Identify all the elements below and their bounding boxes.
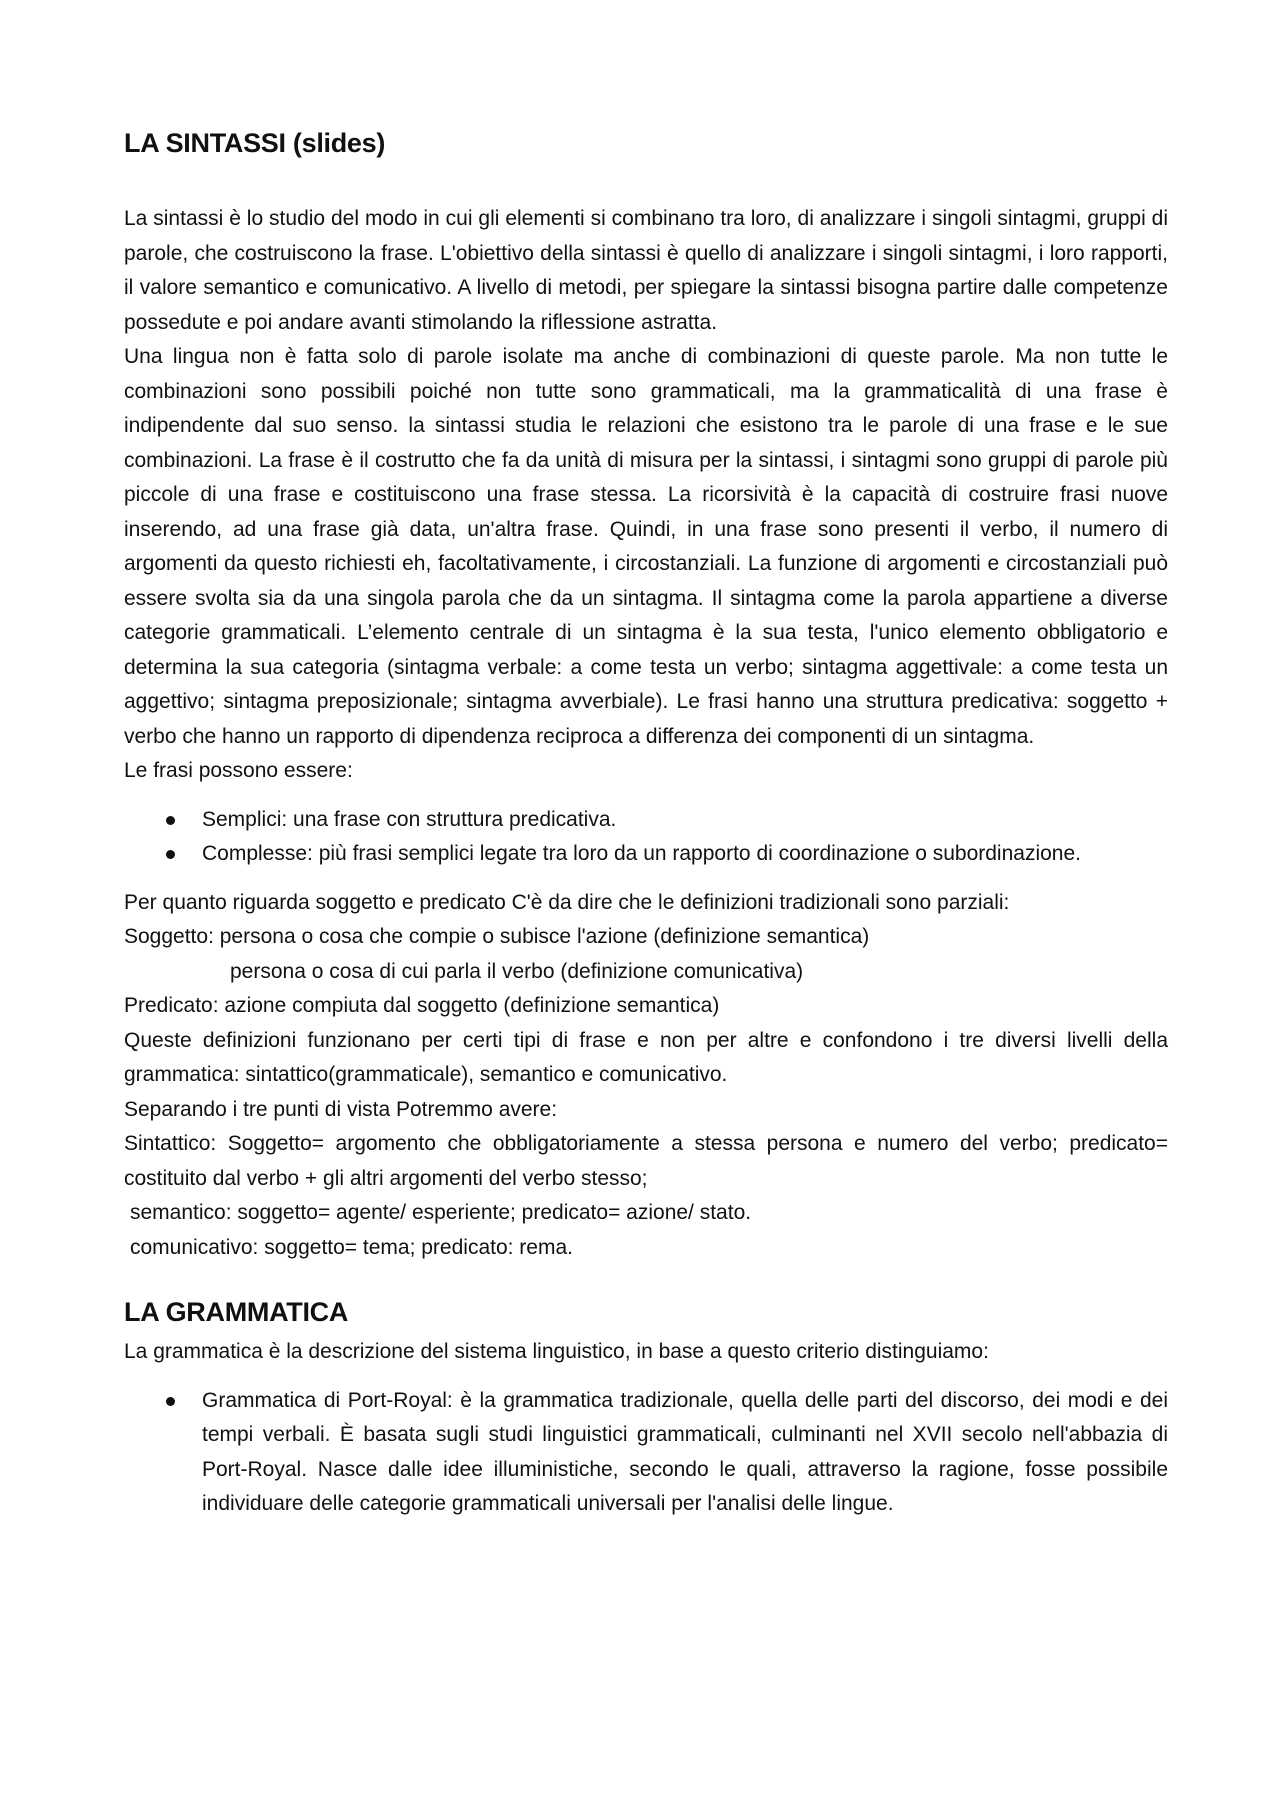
list-item: Complesse: più frasi semplici legate tra loro da un rapporto di coordinazione o subordinazione. xyxy=(124,837,1168,872)
line-separando: Separando i tre punti di vista Potremmo avere: xyxy=(124,1097,558,1121)
levels-block xyxy=(124,1196,1168,1265)
line-soggetto-semantica: Soggetto: persona o cosa che compie o subisce l'azione (definizione semantica) xyxy=(124,925,870,948)
list-item: Semplici: una frase con struttura predicativa. xyxy=(124,803,1168,838)
paragraph-grammatica-intro: La grammatica è la descrizione del sistema linguistico, in base a questo criterio distinguiamo: xyxy=(124,1340,989,1363)
section-title-grammatica: LA GRAMMATICA xyxy=(124,1297,349,1327)
list-intro-frasi: Le frasi possono essere: xyxy=(124,759,353,782)
bullet-list-frasi xyxy=(124,803,1168,872)
paragraph-sintassi-definition: La sintassi è lo studio del modo in cui gli elementi si combinano tra loro, di analizzare i singoli sintagmi, gruppi di parole, che costruiscono la frase. L'obiettivo della sintassi è quello di analizzare i singoli sintagmi, i loro rapporti, il valore semantico e comunicativo. A livello di metodi, per spiegare la sintassi bisogna partire dalle competenze possedute e poi andare avanti stimolando la riflessione astratta. xyxy=(124,207,1168,334)
line-predicato-semantica: Predicato: azione compiuta dal soggetto (definizione semantica) xyxy=(124,994,720,1017)
paragraph-definizioni-limiti: Queste definizioni funzionano per certi tipi di frase e non per altre e confondono i tre diversi livelli della grammatica: sintattico(grammaticale), semantico e comunicativo. xyxy=(124,1028,1168,1086)
paragraph-lingua-combinazioni: Una lingua non è fatta solo di parole isolate ma anche di combinazioni di queste parole. Ma non tutte le combinazioni sono possibili poiché non tutte sono grammaticali, ma la grammaticalità di una frase è indipendente dal suo senso. la sintassi studia le relazioni che esistono tra le parole di una frase e le sue combinazioni. La frase è il costrutto che fa da unità di misura per la sintassi, i sintagmi sono gruppi di parole più piccole di una frase e costituiscono una frase stessa. La ricorsività è la capacità di costruire frasi nuove inserendo, ad una frase già data, un'altra frase. Quindi, in una frase sono presenti il verbo, il numero di argomenti da questo richiesti eh, facoltativamente, i circostanziali. La funzione di argomenti e circostanziali può essere svolta sia da una singola parola che da un sintagma. Il sintagma come la parola appartiene a diverse categorie grammaticali. L’elemento centrale di un sintagma è la sua testa, l'unico elemento obbligatorio e determina la sua categoria (sintagma verbale: a come testa un verbo; sintagma aggettivale: a come testa un aggettivo; sintagma preposizionale; sintagma avverbiale). Le frasi hanno una struttura predicativa: soggetto + verbo che hanno un rapporto di dipendenza reciproca a differenza dei componenti di un sintagma. xyxy=(124,345,1168,748)
list-item: Grammatica di Port-Royal: è la grammatica tradizionale, quella delle parti del discorso, dei modi e dei tempi verbali. È basata sugli studi linguistici grammaticali, culminanti nel XVII secolo nell'abbazia di Port-Royal. Nasce dalle idee illuministiche, secondo le quali, attraverso la ragione, fosse possibile individuare delle categorie grammaticali universali per l'analisi delle lingue. xyxy=(124,1384,1168,1522)
definitions-block xyxy=(124,886,1168,1024)
line-soggetto-comunicativa: persona o cosa di cui parla il verbo (definizione comunicativa) xyxy=(230,959,804,983)
grammatica-intro-block xyxy=(124,1335,1168,1370)
bullet-list-grammatiche xyxy=(124,1384,1168,1522)
section-title-sintassi: LA SINTASSI (slides) xyxy=(124,128,386,158)
line-comunicativo: comunicativo: soggetto= tema; predicato: rema. xyxy=(130,1235,573,1259)
separando-block xyxy=(124,1093,1168,1128)
line-soggetto-predicato-intro: Per quanto riguarda soggetto e predicato C'è da dire che le definizioni tradizionali sono parziali: xyxy=(124,890,1010,914)
line-semantico: semantico: soggetto= agente/ esperiente; predicato= azione/ stato. xyxy=(130,1201,752,1224)
paragraph-sintattico: Sintattico: Soggetto= argomento che obbligatoriamente a stessa persona e numero del verbo; predicato= costituito dal verbo + gli altri argomenti del verbo stesso; xyxy=(124,1132,1168,1190)
